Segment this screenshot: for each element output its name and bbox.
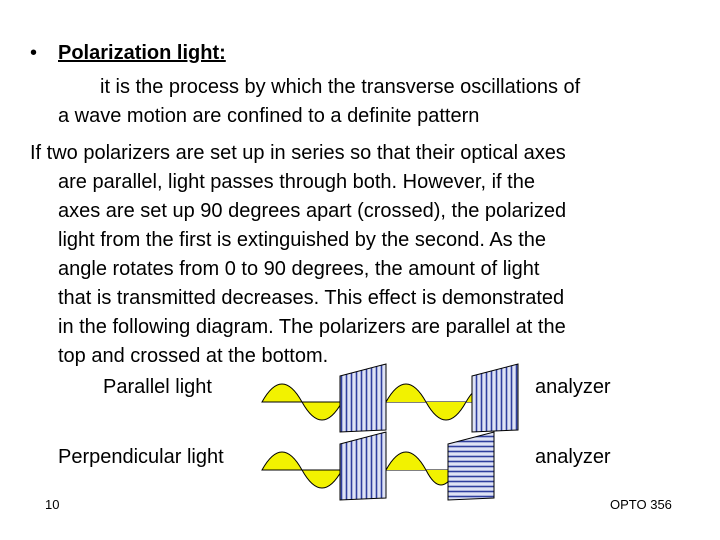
perpendicular-analyzer-label: analyzer [535,446,611,468]
perpendicular-analyzer [448,432,494,500]
bullet-marker: • [30,42,38,64]
paragraph-line: that is transmitted decreases. This effect is demonstrated [58,287,565,309]
paragraph-line: angle rotates from 0 to 90 degrees, the amount of light [58,258,540,280]
paragraph-line: axes are set up 90 degrees apart (crossed), the polarized [58,200,567,222]
perpendicular-polarizer [340,432,386,500]
paragraph-line: are parallel, light passes through both. However, if the [58,171,535,193]
perpendicular-input-wave [262,452,342,488]
paragraph-line: If two polarizers are set up in series so that their optical axes [30,142,566,164]
definition-line: a wave motion are confined to a definite pattern [58,105,480,127]
parallel-light-row [262,364,518,432]
parallel-light-label: Parallel light [103,376,212,398]
definition-line: it is the process by which the transverse oscillations of [100,76,581,98]
paragraph-line: in the following diagram. The polarizers are parallel at the [58,316,566,338]
parallel-analyzer-label: analyzer [535,376,611,398]
perpendicular-middle-wave [386,452,456,485]
perpendicular-light-label: Perpendicular light [58,446,224,468]
parallel-analyzer [472,364,518,432]
slide-heading: Polarization light: [58,42,226,64]
page-number: 10 [45,497,60,512]
course-code: OPTO 356 [610,497,672,512]
paragraph-line: light from the first is extinguished by the second. As the [58,229,547,251]
paragraph-line: top and crossed at the bottom. [58,345,329,367]
parallel-input-wave [262,384,342,420]
perpendicular-light-row [262,432,494,500]
parallel-polarizer [340,364,386,432]
